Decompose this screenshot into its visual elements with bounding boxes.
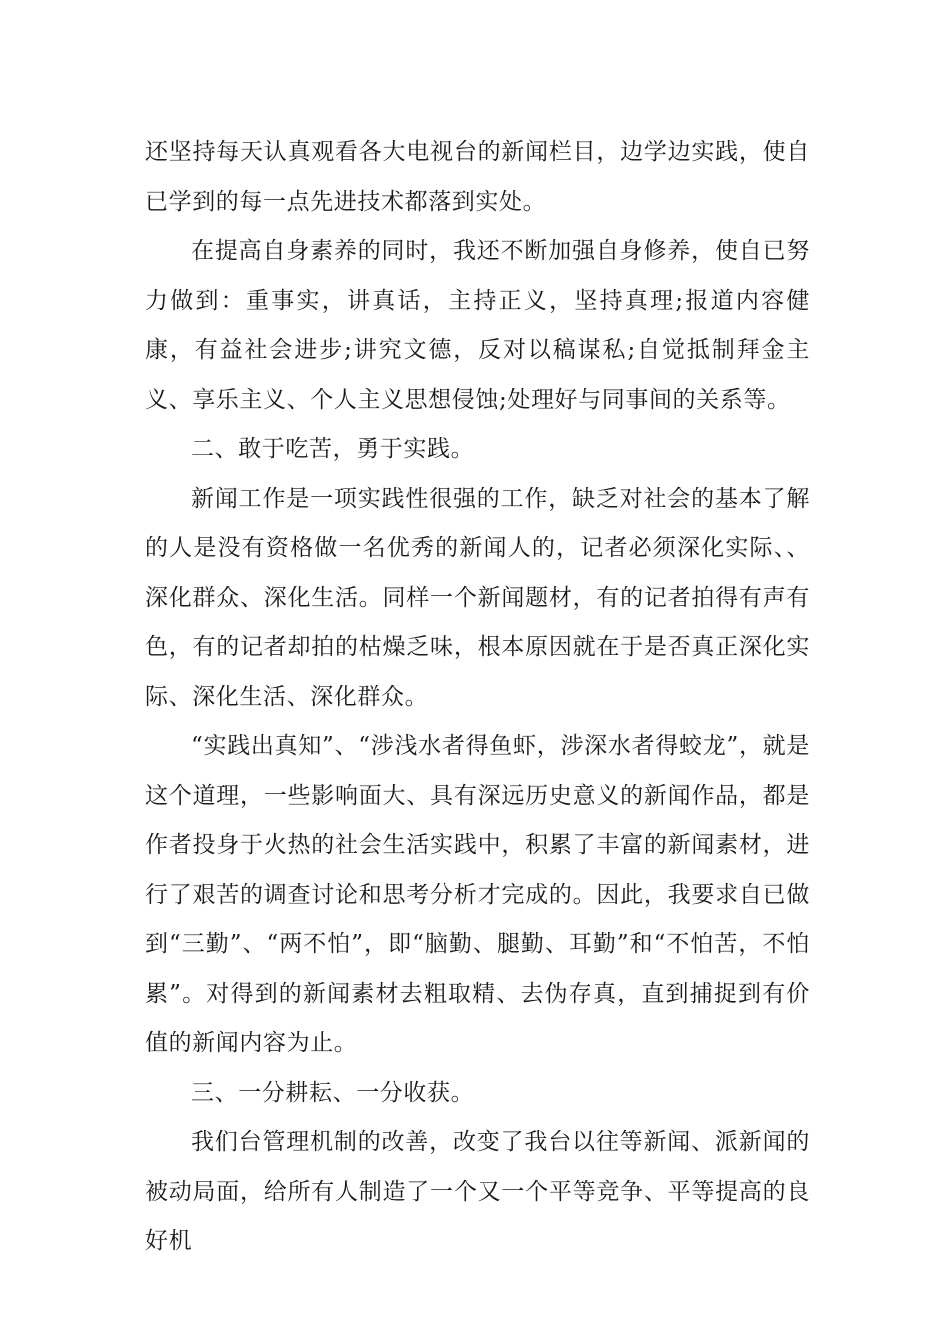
paragraph-continuation: 还坚持每天认真观看各大电视台的新闻栏目，边学边实践，使自已学到的每一点先进技术都落到实处。: [145, 139, 810, 215]
document-body: [145, 128, 810, 1267]
paragraph-management-mechanism: 我们台管理机制的改善，改变了我台以往等新闻、派新闻的被动局面，给所有人制造了一个又一个平等竞争、平等提高的良好机: [145, 1129, 810, 1254]
paragraph-practice-knowledge: “实践出真知”、“涉浅水者得鱼虾，涉深水者得蛟龙”，就是这个道理，一些影响面大、具有深远历史意义的新闻作品，都是作者投身于火热的社会生活实践中，积累了丰富的新闻素材，进行了艰苦的调查讨论和思考分析才完成的。因此，我要求自已做到“三勤”、“两不怕”，即“脑勤、腿勤、耳勤”和“不怕苦，不怕累”。对得到的新闻素材去粗取精、去伪存真，直到捕捉到有价值的新闻内容为止。: [145, 733, 810, 1056]
paragraph-self-cultivation: 在提高自身素养的同时，我还不断加强自身修养，使自已努力做到：重事实，讲真话，主持正义，坚持真理;报道内容健康，有益社会进步;讲究文德，反对以稿谋私;自觉抵制拜金主义、享乐主义、个人主义思想侵蚀;处理好与同事间的关系等。: [145, 238, 810, 413]
section-heading-two: 二、敢于吃苦，勇于实践。: [191, 436, 475, 462]
section-heading-three: 三、一分耕耘、一分收获。: [191, 1079, 475, 1106]
paragraph-news-practice: 新闻工作是一项实践性很强的工作，缺乏对社会的基本了解的人是没有资格做一名优秀的新闻人的，记者必须深化实际、、深化群众、深化生活。同样一个新闻题材，有的记者拍得有声有色，有的记者却拍的枯燥乏味，根本原因就在于是否真正深化实际、深化生活、深化群众。: [145, 485, 810, 710]
